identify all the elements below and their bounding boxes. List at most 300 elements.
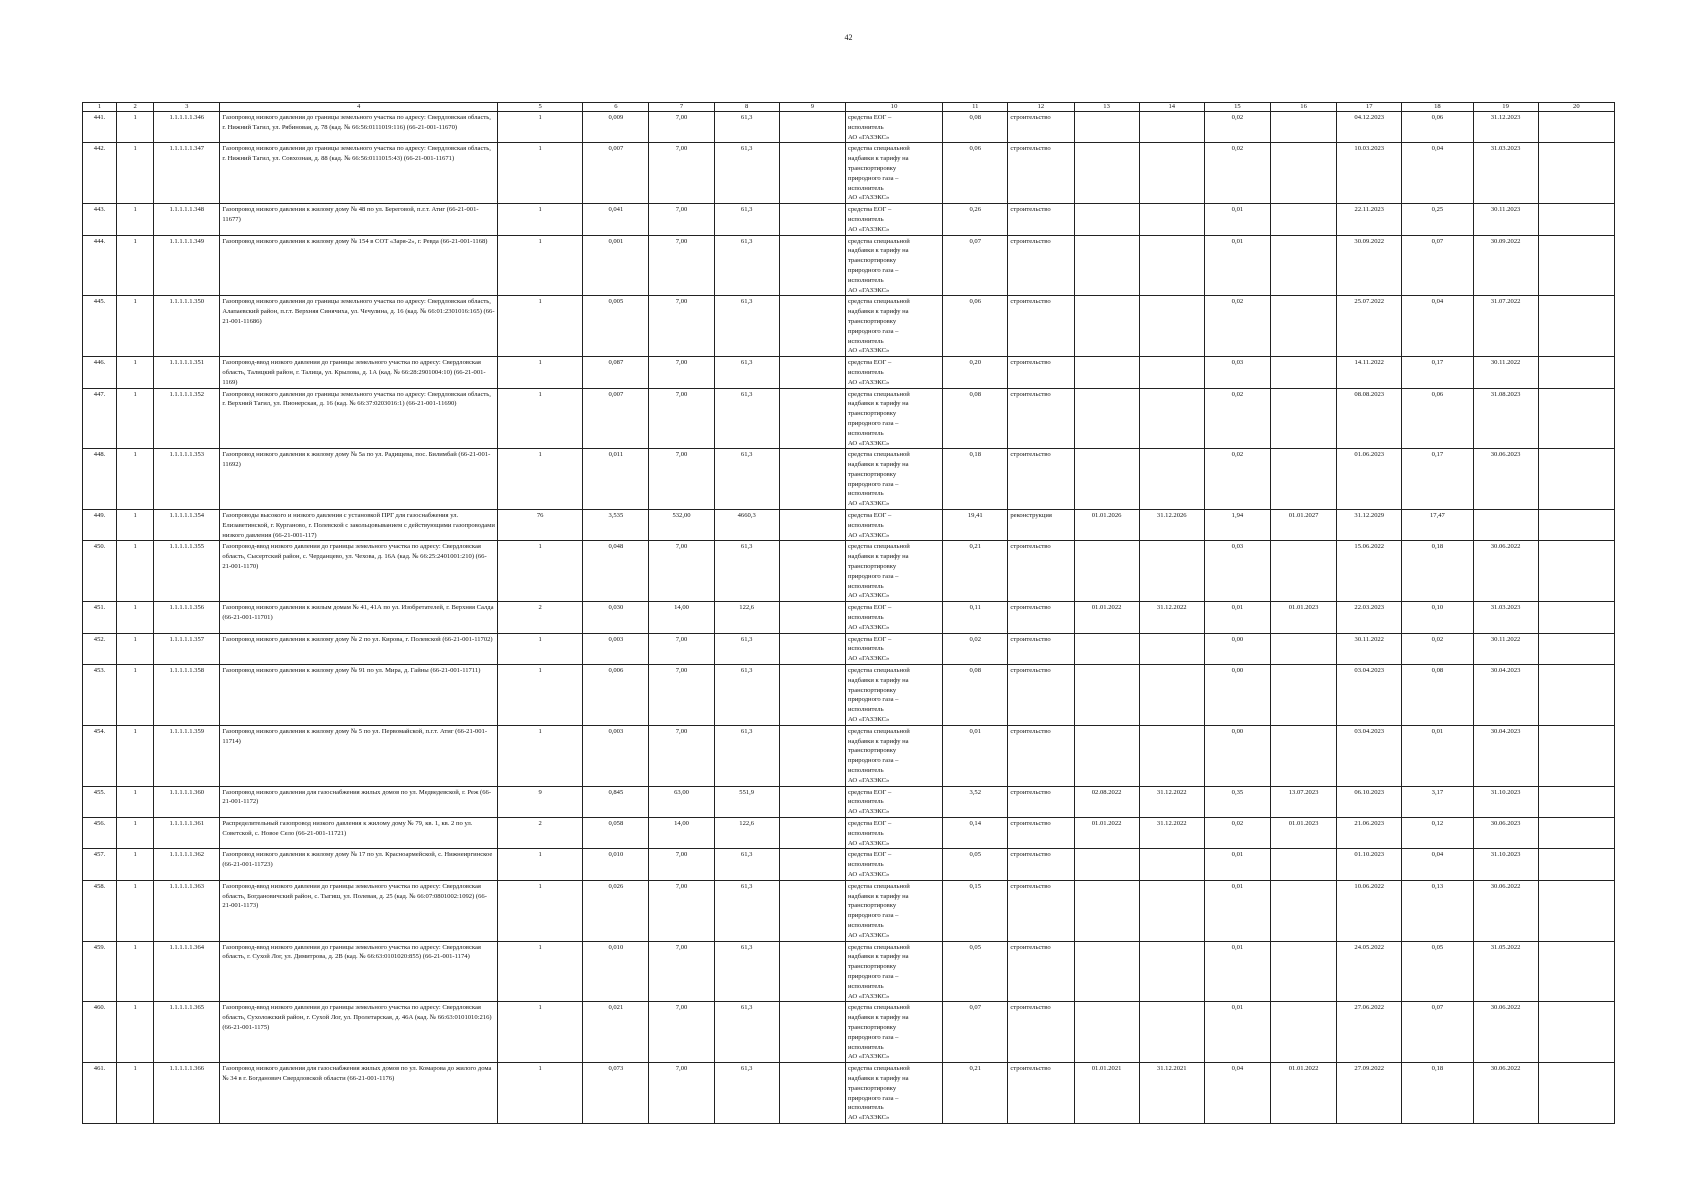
cell-col-5: 1 [498, 1063, 583, 1124]
cell-col-6: 0,026 [583, 880, 649, 941]
cell-col-7: 14,00 [649, 817, 714, 848]
cell-col-11: 0,07 [943, 235, 1008, 296]
cell-date-19: 30.06.2022 [1473, 880, 1538, 941]
table-row [83, 112, 1615, 143]
cell-object-name: Газопровод-ввод низкого давления до границы земельного участка по адресу: Свердловская область, Сухоложский район, г. Сухой Лог, ул. Пролетарская, д. 46А (кад. № 66:63:0101010:216) (66-21-001-1175) [220, 1002, 498, 1063]
cell-funding-source: средства специальной надбавки к тарифу на транспортировку природного газа – исполнитель АО «ГАЗЭКС» [845, 541, 942, 602]
cell-col-15: 0,35 [1204, 786, 1270, 817]
cell-object-name: Газопровод-ввод низкого давления до границы земельного участка по адресу: Свердловская область, г. Сухой Лог, ул. Димитрова, д. 2В (кад. № 66:63:0101020:855) (66-21-001-1174) [220, 941, 498, 1002]
cell-col-9 [779, 633, 845, 664]
cell-col-2: 1 [117, 541, 154, 602]
cell-date-19: 30.11.2022 [1473, 357, 1538, 388]
cell-col-15: 0,02 [1204, 817, 1270, 848]
cell-work-type: строительство [1008, 849, 1074, 880]
cell-work-type: строительство [1008, 1002, 1074, 1063]
cell-date-19: 30.06.2023 [1473, 817, 1538, 848]
cell-object-name: Газопровод низкого давления к жилому дому № 2 по ул. Кирова, г. Полевской (66-21-001-11702) [220, 633, 498, 664]
cell-object-name: Газопровод-ввод низкого давления до границы земельного участка по адресу: Свердловская область, Талицкий район, г. Талица, ул. Крылова, д. 1А (кад. № 66:28:2901004:10) (66-21-001-1169) [220, 357, 498, 388]
cell-row-number: 442. [83, 143, 117, 204]
cell-object-name: Газопровод низкого давления к жилому дому № 17 по ул. Красноармейской, с. Нижнеиргинское (66-21-001-11723) [220, 849, 498, 880]
cell-col-2: 1 [117, 602, 154, 633]
cell-col-5: 9 [498, 786, 583, 817]
cell-col-18: 0,06 [1402, 388, 1473, 449]
cell-col-20 [1538, 602, 1614, 633]
cell-funding-source: средства ЕОГ – исполнитель АО «ГАЗЭКС» [845, 510, 942, 541]
cell-col-7: 7,00 [649, 633, 714, 664]
cell-col-7: 7,00 [649, 296, 714, 357]
cell-row-number: 457. [83, 849, 117, 880]
cell-col-11: 0,26 [943, 204, 1008, 235]
cell-work-type: строительство [1008, 296, 1074, 357]
cell-date-17: 15.06.2022 [1337, 541, 1402, 602]
cell-col-18: 0,06 [1402, 112, 1473, 143]
cell-col-11: 0,01 [943, 725, 1008, 786]
cell-date-19: 31.10.2023 [1473, 786, 1538, 817]
cell-col-5: 1 [498, 849, 583, 880]
cell-object-name: Газопровод низкого давления для газоснабжения жилых домов по ул. Комарова до жилого дома № 34 в г. Богданович Свердловской области (66-21-001-1176) [220, 1063, 498, 1124]
cell-col-18: 17,47 [1402, 510, 1473, 541]
cell-start-date [1074, 204, 1139, 235]
cell-col-5: 1 [498, 725, 583, 786]
cell-funding-source: средства ЕОГ – исполнитель АО «ГАЗЭКС» [845, 849, 942, 880]
cell-col-11: 0,18 [943, 449, 1008, 510]
column-header-6: 6 [583, 103, 649, 112]
cell-funding-source: средства ЕОГ – исполнитель АО «ГАЗЭКС» [845, 112, 942, 143]
cell-end-date [1139, 143, 1204, 204]
cell-date-17: 01.06.2023 [1337, 449, 1402, 510]
cell-col-7: 7,00 [649, 357, 714, 388]
cell-col-15: 0,01 [1204, 235, 1270, 296]
cell-date-19 [1473, 510, 1538, 541]
cell-col-6: 0,010 [583, 941, 649, 1002]
cell-col-18: 3,17 [1402, 786, 1473, 817]
cell-funding-source: средства ЕОГ – исполнитель АО «ГАЗЭКС» [845, 817, 942, 848]
cell-col-11: 0,08 [943, 112, 1008, 143]
cell-col-8: 551,9 [714, 786, 779, 817]
cell-funding-source: средства специальной надбавки к тарифу на транспортировку природного газа – исполнитель АО «ГАЗЭКС» [845, 880, 942, 941]
cell-object-name: Газопровод низкого давления к жилому дому № 48 по ул. Береговой, п.г.т. Атиг (66-21-001-11677) [220, 204, 498, 235]
cell-start-date: 01.01.2022 [1074, 817, 1139, 848]
cell-col-8: 61,3 [714, 1002, 779, 1063]
cell-funding-source: средства специальной надбавки к тарифу на транспортировку природного газа – исполнитель АО «ГАЗЭКС» [845, 143, 942, 204]
cell-col-7: 532,00 [649, 510, 714, 541]
cell-col-6: 0,003 [583, 725, 649, 786]
cell-item-code: 1.1.1.1.1.347 [154, 143, 220, 204]
cell-start-date [1074, 357, 1139, 388]
column-header-13: 13 [1074, 103, 1139, 112]
cell-work-type: строительство [1008, 1063, 1074, 1124]
cell-col-6: 0,007 [583, 143, 649, 204]
cell-end-date [1139, 633, 1204, 664]
cell-col-9 [779, 1002, 845, 1063]
cell-col-16 [1271, 296, 1337, 357]
cell-object-name: Распределительный газопровод низкого давления к жилому дому № 79, кв. 1, кв. 2 по ул. Советской, с. Новое Село (66-21-001-11721) [220, 817, 498, 848]
cell-col-20 [1538, 235, 1614, 296]
column-header-3: 3 [154, 103, 220, 112]
table-row [83, 849, 1615, 880]
cell-col-7: 7,00 [649, 388, 714, 449]
cell-col-2: 1 [117, 112, 154, 143]
cell-end-date [1139, 941, 1204, 1002]
cell-start-date [1074, 143, 1139, 204]
cell-row-number: 447. [83, 388, 117, 449]
table-row [83, 633, 1615, 664]
cell-col-20 [1538, 143, 1614, 204]
cell-item-code: 1.1.1.1.1.356 [154, 602, 220, 633]
cell-date-17: 03.04.2023 [1337, 725, 1402, 786]
cell-col-5: 1 [498, 449, 583, 510]
table-row [83, 449, 1615, 510]
cell-col-2: 1 [117, 1002, 154, 1063]
cell-item-code: 1.1.1.1.1.363 [154, 880, 220, 941]
cell-col-9 [779, 449, 845, 510]
cell-col-7: 7,00 [649, 204, 714, 235]
cell-col-7: 7,00 [649, 849, 714, 880]
cell-object-name: Газопровод низкого давления к жилому дому № 154 в СОТ «Заря-2», г. Ревда (66-21-001-1168) [220, 235, 498, 296]
cell-end-date [1139, 665, 1204, 726]
cell-funding-source: средства ЕОГ – исполнитель АО «ГАЗЭКС» [845, 602, 942, 633]
cell-end-date [1139, 357, 1204, 388]
cell-col-2: 1 [117, 449, 154, 510]
cell-object-name: Газопровод-ввод низкого давления до границы земельного участка по адресу: Свердловская область, Сысертский район, с. Черданцево, ул. Чехова, д. 16А (кад. № 66:25:2401001:210) (66-21-001-1170) [220, 541, 498, 602]
cell-date-19: 30.04.2023 [1473, 665, 1538, 726]
cell-col-16 [1271, 849, 1337, 880]
cell-col-2: 1 [117, 296, 154, 357]
table-row [83, 296, 1615, 357]
cell-date-17: 25.07.2022 [1337, 296, 1402, 357]
cell-col-5: 1 [498, 143, 583, 204]
cell-col-9 [779, 541, 845, 602]
cell-funding-source: средства специальной надбавки к тарифу на транспортировку природного газа – исполнитель АО «ГАЗЭКС» [845, 235, 942, 296]
cell-col-11: 3,52 [943, 786, 1008, 817]
cell-col-15: 0,01 [1204, 880, 1270, 941]
cell-col-6: 0,007 [583, 388, 649, 449]
cell-date-19: 30.06.2022 [1473, 541, 1538, 602]
column-header-16: 16 [1271, 103, 1337, 112]
cell-col-6: 0,073 [583, 1063, 649, 1124]
cell-col-11: 0,15 [943, 880, 1008, 941]
cell-col-15: 0,04 [1204, 1063, 1270, 1124]
cell-col-9 [779, 357, 845, 388]
investment-program-table [82, 102, 1615, 1124]
cell-col-8: 61,3 [714, 1063, 779, 1124]
table-row [83, 1063, 1615, 1124]
cell-col-18: 0,07 [1402, 235, 1473, 296]
column-header-1: 1 [83, 103, 117, 112]
cell-col-11: 0,11 [943, 602, 1008, 633]
cell-object-name: Газопровод низкого давления до границы земельного участка по адресу: Свердловская область, г. Нижний Тагил, ул. Рябиновая, д. 78 (кад. № 66:56:0111019:116) (66-21-001-11670) [220, 112, 498, 143]
cell-col-18: 0,18 [1402, 1063, 1473, 1124]
table-row [83, 388, 1615, 449]
cell-date-19: 30.11.2022 [1473, 633, 1538, 664]
cell-col-9 [779, 725, 845, 786]
cell-funding-source: средства ЕОГ – исполнитель АО «ГАЗЭКС» [845, 786, 942, 817]
cell-start-date [1074, 941, 1139, 1002]
column-header-15: 15 [1204, 103, 1270, 112]
cell-col-8: 61,3 [714, 725, 779, 786]
cell-col-8: 61,3 [714, 143, 779, 204]
cell-funding-source: средства специальной надбавки к тарифу на транспортировку природного газа – исполнитель АО «ГАЗЭКС» [845, 449, 942, 510]
cell-row-number: 461. [83, 1063, 117, 1124]
cell-col-8: 122,6 [714, 602, 779, 633]
cell-col-2: 1 [117, 633, 154, 664]
cell-col-7: 7,00 [649, 541, 714, 602]
cell-col-9 [779, 880, 845, 941]
cell-row-number: 459. [83, 941, 117, 1002]
cell-item-code: 1.1.1.1.1.349 [154, 235, 220, 296]
cell-col-6: 0,005 [583, 296, 649, 357]
cell-date-17: 10.03.2023 [1337, 143, 1402, 204]
cell-col-8: 61,3 [714, 388, 779, 449]
cell-col-20 [1538, 817, 1614, 848]
cell-item-code: 1.1.1.1.1.348 [154, 204, 220, 235]
cell-funding-source: средства ЕОГ – исполнитель АО «ГАЗЭКС» [845, 204, 942, 235]
cell-col-9 [779, 602, 845, 633]
table-row [83, 602, 1615, 633]
column-header-2: 2 [117, 103, 154, 112]
cell-object-name: Газопровод низкого давления до границы земельного участка по адресу: Свердловская область, Алапаевский район, п.г.т. Верхняя Синячиха, ул. Чечулина, д. 16 (кад. № 66:01:2301016:165) (66-21-001-11686) [220, 296, 498, 357]
cell-col-20 [1538, 357, 1614, 388]
cell-col-7: 7,00 [649, 235, 714, 296]
cell-col-20 [1538, 941, 1614, 1002]
cell-col-6: 0,087 [583, 357, 649, 388]
cell-col-18: 0,17 [1402, 357, 1473, 388]
cell-col-5: 1 [498, 112, 583, 143]
cell-col-20 [1538, 849, 1614, 880]
cell-object-name: Газопровод низкого давления для газоснабжения жилых домов по ул. Медведевской, г. Реж (66-21-001-1172) [220, 786, 498, 817]
cell-date-19: 30.09.2022 [1473, 235, 1538, 296]
cell-col-6: 0,010 [583, 849, 649, 880]
cell-start-date [1074, 880, 1139, 941]
cell-object-name: Газопроводы высокого и низкого давления с установкой ПРГ для газоснабжения ул. Елизаветинской, г. Курганово, г. Полевской с закольцовыванием с действующими газопроводами низкого давления (66-21-001-117) [220, 510, 498, 541]
cell-col-16 [1271, 633, 1337, 664]
cell-row-number: 460. [83, 1002, 117, 1063]
cell-date-17: 30.09.2022 [1337, 235, 1402, 296]
cell-col-2: 1 [117, 235, 154, 296]
cell-col-16: 01.01.2022 [1271, 1063, 1337, 1124]
cell-col-8: 61,3 [714, 665, 779, 726]
cell-col-11: 0,05 [943, 941, 1008, 1002]
cell-date-17: 22.03.2023 [1337, 602, 1402, 633]
cell-col-18: 0,08 [1402, 665, 1473, 726]
cell-col-15: 0,01 [1204, 602, 1270, 633]
cell-col-11: 0,14 [943, 817, 1008, 848]
cell-start-date [1074, 296, 1139, 357]
cell-col-2: 1 [117, 786, 154, 817]
cell-col-7: 7,00 [649, 665, 714, 726]
cell-date-17: 06.10.2023 [1337, 786, 1402, 817]
cell-end-date [1139, 235, 1204, 296]
cell-object-name: Газопровод низкого давления к жилому дому № 5а по ул. Радищева, пос. Билимбай (66-21-001-11692) [220, 449, 498, 510]
cell-date-19: 31.03.2023 [1473, 602, 1538, 633]
cell-col-8: 4660,3 [714, 510, 779, 541]
table-row [83, 665, 1615, 726]
cell-col-5: 1 [498, 388, 583, 449]
cell-col-8: 61,3 [714, 849, 779, 880]
cell-col-9 [779, 296, 845, 357]
cell-col-16 [1271, 941, 1337, 1002]
cell-col-7: 7,00 [649, 725, 714, 786]
cell-col-16 [1271, 541, 1337, 602]
cell-col-5: 76 [498, 510, 583, 541]
cell-col-2: 1 [117, 388, 154, 449]
cell-col-9 [779, 941, 845, 1002]
cell-col-7: 7,00 [649, 449, 714, 510]
table-row [83, 725, 1615, 786]
cell-date-19: 31.10.2023 [1473, 849, 1538, 880]
cell-col-18: 0,10 [1402, 602, 1473, 633]
cell-col-7: 7,00 [649, 112, 714, 143]
cell-funding-source: средства ЕОГ – исполнитель АО «ГАЗЭКС» [845, 357, 942, 388]
cell-col-16 [1271, 880, 1337, 941]
cell-row-number: 446. [83, 357, 117, 388]
cell-col-11: 19,41 [943, 510, 1008, 541]
cell-col-18: 0,04 [1402, 296, 1473, 357]
cell-item-code: 1.1.1.1.1.346 [154, 112, 220, 143]
cell-col-9 [779, 388, 845, 449]
cell-col-6: 0,030 [583, 602, 649, 633]
cell-col-5: 1 [498, 357, 583, 388]
cell-end-date [1139, 388, 1204, 449]
cell-col-8: 61,3 [714, 880, 779, 941]
cell-start-date [1074, 1002, 1139, 1063]
cell-col-2: 1 [117, 204, 154, 235]
cell-start-date [1074, 388, 1139, 449]
cell-item-code: 1.1.1.1.1.355 [154, 541, 220, 602]
cell-col-6: 0,041 [583, 204, 649, 235]
cell-date-19: 31.07.2022 [1473, 296, 1538, 357]
cell-col-20 [1538, 786, 1614, 817]
cell-col-9 [779, 665, 845, 726]
cell-col-2: 1 [117, 817, 154, 848]
cell-start-date [1074, 725, 1139, 786]
cell-col-6: 0,006 [583, 665, 649, 726]
cell-end-date [1139, 449, 1204, 510]
cell-col-6: 0,003 [583, 633, 649, 664]
cell-col-16 [1271, 143, 1337, 204]
cell-row-number: 453. [83, 665, 117, 726]
cell-end-date: 31.12.2026 [1139, 510, 1204, 541]
table-row [83, 510, 1615, 541]
cell-col-8: 61,3 [714, 112, 779, 143]
cell-col-5: 1 [498, 633, 583, 664]
cell-col-11: 0,21 [943, 1063, 1008, 1124]
cell-funding-source: средства специальной надбавки к тарифу на транспортировку природного газа – исполнитель АО «ГАЗЭКС» [845, 1002, 942, 1063]
cell-col-7: 7,00 [649, 941, 714, 1002]
cell-col-11: 0,02 [943, 633, 1008, 664]
cell-col-8: 122,6 [714, 817, 779, 848]
cell-start-date: 01.01.2026 [1074, 510, 1139, 541]
cell-col-11: 0,06 [943, 143, 1008, 204]
column-header-8: 8 [714, 103, 779, 112]
cell-work-type: строительство [1008, 357, 1074, 388]
cell-end-date [1139, 1002, 1204, 1063]
cell-row-number: 454. [83, 725, 117, 786]
column-header-18: 18 [1402, 103, 1473, 112]
cell-date-19: 30.06.2022 [1473, 1002, 1538, 1063]
table-row [83, 235, 1615, 296]
table-row [83, 941, 1615, 1002]
cell-col-16 [1271, 449, 1337, 510]
cell-start-date: 01.01.2021 [1074, 1063, 1139, 1124]
cell-row-number: 449. [83, 510, 117, 541]
cell-col-6: 0,048 [583, 541, 649, 602]
cell-col-11: 0,05 [943, 849, 1008, 880]
cell-item-code: 1.1.1.1.1.358 [154, 665, 220, 726]
cell-col-18: 0,18 [1402, 541, 1473, 602]
cell-col-11: 0,20 [943, 357, 1008, 388]
cell-col-5: 1 [498, 665, 583, 726]
table-row [83, 880, 1615, 941]
cell-col-5: 1 [498, 235, 583, 296]
cell-end-date [1139, 725, 1204, 786]
cell-date-17: 31.12.2029 [1337, 510, 1402, 541]
cell-col-5: 1 [498, 204, 583, 235]
cell-col-15: 0,02 [1204, 388, 1270, 449]
cell-col-9 [779, 1063, 845, 1124]
cell-start-date [1074, 633, 1139, 664]
cell-start-date [1074, 235, 1139, 296]
cell-col-16 [1271, 388, 1337, 449]
cell-object-name: Газопровод-ввод низкого давления до границы земельного участка по адресу: Свердловская область, Богдановичский район, с. Тыгиш, ул. Полевая, д. 25 (кад. № 66:07:0801002:1092) (66-21-001-1173) [220, 880, 498, 941]
cell-date-17: 14.11.2022 [1337, 357, 1402, 388]
cell-col-7: 7,00 [649, 143, 714, 204]
cell-start-date: 01.01.2022 [1074, 602, 1139, 633]
cell-col-2: 1 [117, 725, 154, 786]
cell-col-9 [779, 817, 845, 848]
cell-row-number: 443. [83, 204, 117, 235]
cell-funding-source: средства специальной надбавки к тарифу на транспортировку природного газа – исполнитель АО «ГАЗЭКС» [845, 665, 942, 726]
cell-col-18: 0,25 [1402, 204, 1473, 235]
cell-start-date [1074, 449, 1139, 510]
cell-row-number: 451. [83, 602, 117, 633]
cell-row-number: 445. [83, 296, 117, 357]
cell-col-20 [1538, 112, 1614, 143]
cell-work-type: строительство [1008, 941, 1074, 1002]
table-row [83, 357, 1615, 388]
cell-col-5: 1 [498, 1002, 583, 1063]
cell-date-19: 31.05.2022 [1473, 941, 1538, 1002]
cell-date-17: 10.06.2022 [1337, 880, 1402, 941]
cell-col-20 [1538, 633, 1614, 664]
cell-col-15: 0,02 [1204, 143, 1270, 204]
cell-col-18: 0,01 [1402, 725, 1473, 786]
cell-col-2: 1 [117, 143, 154, 204]
cell-col-20 [1538, 725, 1614, 786]
cell-col-16 [1271, 665, 1337, 726]
cell-col-6: 3,535 [583, 510, 649, 541]
cell-work-type: реконструкция [1008, 510, 1074, 541]
cell-row-number: 452. [83, 633, 117, 664]
cell-date-17: 01.10.2023 [1337, 849, 1402, 880]
cell-work-type: строительство [1008, 665, 1074, 726]
cell-item-code: 1.1.1.1.1.361 [154, 817, 220, 848]
cell-col-2: 1 [117, 357, 154, 388]
cell-object-name: Газопровод низкого давления до границы земельного участка по адресу: Свердловская область, г. Верхний Тагил, ул. Пионерская, д. 16 (кад. № 66:37:0203016:1) (66-21-001-11690) [220, 388, 498, 449]
cell-date-17: 08.08.2023 [1337, 388, 1402, 449]
cell-col-8: 61,3 [714, 296, 779, 357]
cell-date-19: 31.08.2023 [1473, 388, 1538, 449]
cell-col-8: 61,3 [714, 449, 779, 510]
cell-col-6: 0,001 [583, 235, 649, 296]
cell-end-date [1139, 204, 1204, 235]
cell-col-9 [779, 143, 845, 204]
cell-object-name: Газопровод низкого давления к жилым домам № 41, 41А по ул. Изобретателей, г. Верхняя Салда (66-21-001-11701) [220, 602, 498, 633]
cell-col-15: 0,01 [1204, 204, 1270, 235]
cell-col-2: 1 [117, 849, 154, 880]
cell-col-8: 61,3 [714, 633, 779, 664]
cell-col-7: 7,00 [649, 880, 714, 941]
